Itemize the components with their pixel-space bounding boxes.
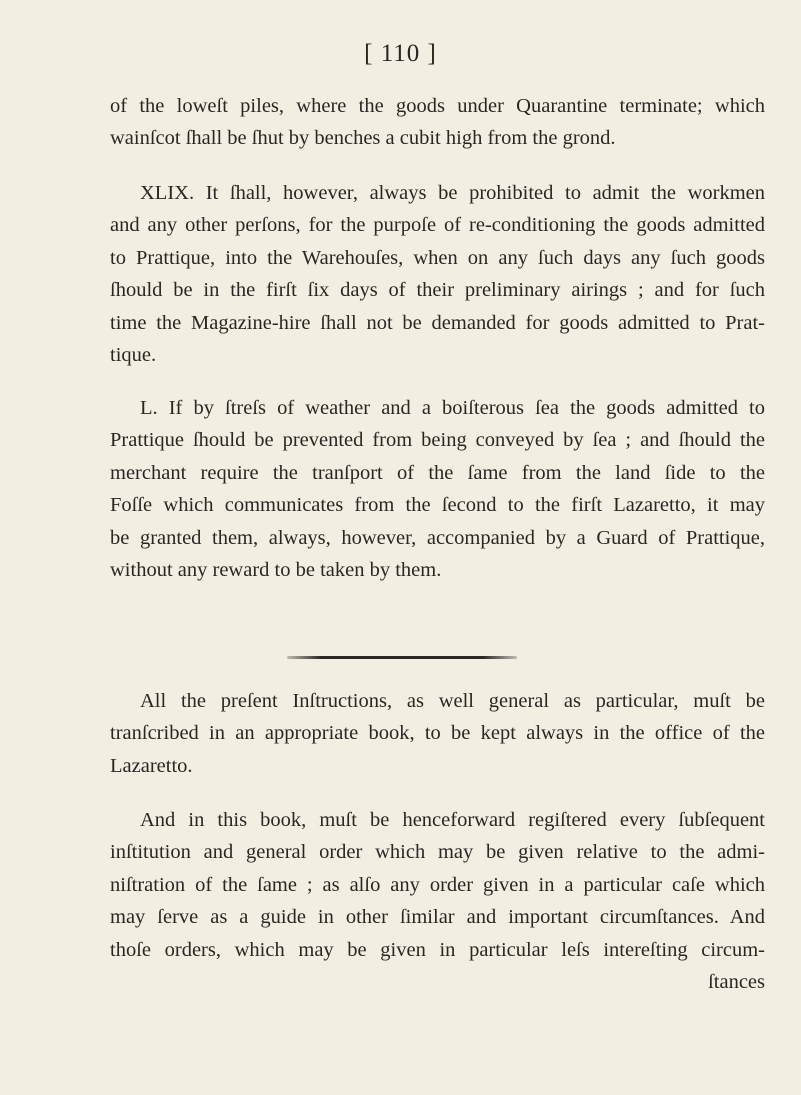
text-line: inſtitution and general order which may be given relative to the admi- bbox=[110, 841, 765, 864]
text-line: Lazaretto. bbox=[110, 754, 193, 777]
text-line: And in this book, muſt be henceforward regiſtered every ſubſequent bbox=[140, 809, 765, 831]
text-line: be granted them, always, however, accompanied by a Guard of Prattique, bbox=[110, 526, 765, 549]
text-line: of the loweſt piles, where the goods under Quarantine terminate; which bbox=[110, 95, 765, 117]
text-line: without any reward to be taken by them. bbox=[110, 559, 442, 582]
text-line: to Prattique, into the Warehouſes, when on any ſuch days any ſuch goods bbox=[110, 246, 765, 269]
text-line: L. If by ſtreſs of weather and a boiſterous ſea the goods admitted to bbox=[140, 397, 765, 419]
paragraph-article-l bbox=[110, 392, 765, 586]
text-line: niſtration of the ſame ; as alſo any order given in a particular caſe which bbox=[110, 873, 765, 896]
text-line: time the Magazine-hire ſhall not be demanded for goods admitted to Prat- bbox=[110, 311, 765, 334]
text-line: All the preſent Inſtructions, as well general as particular, muſt be bbox=[140, 690, 765, 712]
text-line: tranſcribed in an appropriate book, to be kept always in the office of the bbox=[110, 722, 765, 745]
text-line: ſhould be in the firſt ſix days of their preliminary airings ; and for ſuch bbox=[110, 279, 765, 302]
text-line: thoſe orders, which may be given in particular leſs intereſting circum- bbox=[110, 938, 765, 961]
text-line: may ſerve as a guide in other ſimilar and important circumſtances. And bbox=[110, 906, 765, 929]
text-line: Foſſe which communicates from the ſecond to the firſt Lazaretto, it may bbox=[110, 494, 765, 517]
text-line: wainſcot ſhall be ſhut by benches a cubit high from the grond. bbox=[110, 127, 616, 150]
page-number: [ 110 ] bbox=[364, 40, 437, 67]
paragraph-book bbox=[110, 804, 765, 998]
text-line: XLIX. It ſhall, however, always be prohibited to admit the workmen bbox=[140, 182, 765, 204]
catchword: ſtances bbox=[708, 971, 765, 994]
paragraph-article-xlix bbox=[110, 177, 765, 371]
text-line: tique. bbox=[110, 344, 157, 367]
section-divider bbox=[287, 656, 517, 659]
paragraph-instructions bbox=[110, 685, 765, 782]
text-line: Prattique ſhould be prevented from being conveyed by ſea ; and ſhould the bbox=[110, 429, 765, 452]
paragraph-continuation bbox=[110, 90, 765, 155]
text-line: and any other perſons, for the purpoſe of re-conditioning the goods admitted bbox=[110, 214, 765, 237]
text-line: merchant require the tranſport of the ſame from the land ſide to the bbox=[110, 461, 765, 484]
